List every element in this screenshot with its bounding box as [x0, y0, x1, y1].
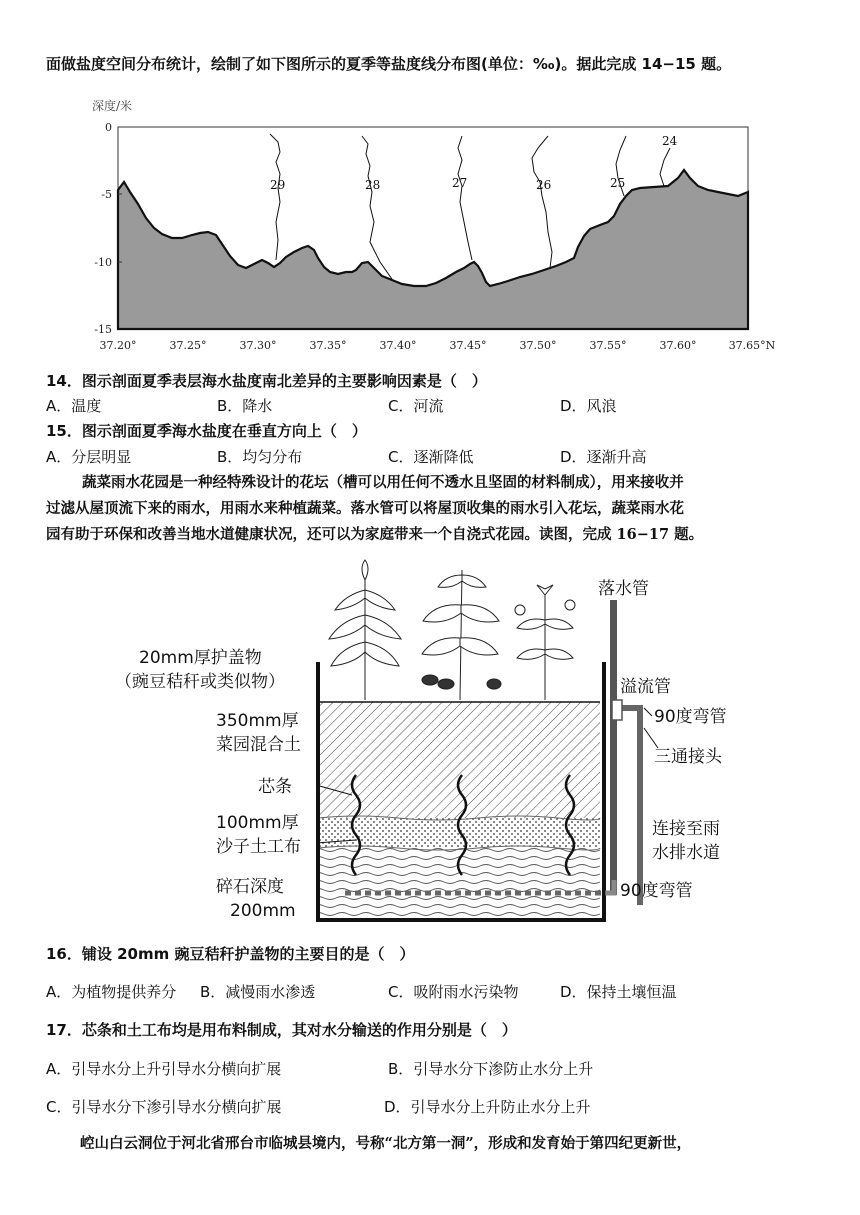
label-downpipe: 落水管 — [598, 579, 649, 599]
q14-option-a: A．温度 — [46, 397, 102, 415]
y-axis-label: 深度/米 — [92, 99, 133, 113]
y-tick-15: -15 — [94, 323, 112, 336]
intro-text-2-line-2: 过滤从屋顶流下来的雨水，用雨水来种植蔬菜。落水管可以将屋顶收集的雨水引入花坛，蔬菜雨水花 — [46, 500, 684, 517]
q16-option-c: C．吸附雨水污染物 — [388, 983, 519, 1001]
label-soil-1: 350mm厚 — [216, 711, 299, 731]
q17-option-c: C．引导水分下渗引导水分横向扩展 — [46, 1098, 282, 1116]
isoline-label-25: 25 — [610, 176, 626, 190]
q17-option-b: B．引导水分下渗防止水分上升 — [388, 1060, 594, 1078]
label-gravel-2: 200mm — [230, 901, 296, 921]
q15-option-c: C．逐渐降低 — [388, 448, 474, 466]
isoline-label-24: 24 — [662, 134, 678, 148]
intro-text-1: 面做盐度空间分布统计，绘制了如下图所示的夏季等盐度线分布图(单位：‰)。据此完成 14−15 题。 — [46, 55, 732, 73]
plant-left — [329, 560, 401, 700]
x-tick-8: 37.60° — [659, 339, 697, 352]
y-tick-5: -5 — [101, 188, 112, 201]
x-tick-6: 37.50° — [519, 339, 557, 352]
isoline-label-27: 27 — [452, 176, 468, 190]
salinity-chart — [80, 92, 800, 362]
label-sand-2: 沙子土工布 — [216, 837, 301, 857]
tee-joint — [612, 700, 622, 720]
isoline-label-29: 29 — [270, 178, 286, 192]
plant-middle — [422, 570, 501, 700]
intro-text-3: 崆山白云洞位于河北省邢台市临城县境内，号称“北方第一洞”，形成和发育始于第四纪更新世， — [80, 1135, 692, 1152]
q14-option-c: C．河流 — [388, 397, 444, 415]
q16-option-a: A．为植物提供养分 — [46, 983, 177, 1001]
q17-option-d: D．引导水分上升防止水分上升 — [384, 1098, 591, 1116]
x-tick-5: 37.45° — [449, 339, 487, 352]
label-sand-1: 100mm厚 — [216, 813, 299, 833]
label-soil-2: 菜园混合土 — [216, 735, 301, 755]
y-tick-0: 0 — [105, 121, 112, 134]
q14-stem: 14．图示剖面夏季表层海水盐度南北差异的主要影响因素是（ ） — [46, 372, 487, 390]
label-tee: 三通接头 — [654, 747, 722, 767]
label-drain-1: 连接至雨 — [652, 819, 720, 839]
x-tick-0: 37.20° — [99, 339, 137, 352]
label-elbow-bottom: 90度弯管 — [620, 881, 693, 901]
label-mulch-2: （豌豆秸秆或类似物） — [115, 672, 285, 692]
q15-option-d: D．逐渐升高 — [560, 448, 647, 466]
rain-garden-diagram — [0, 550, 860, 930]
plant-right — [515, 585, 575, 700]
label-wick: 芯条 — [258, 777, 292, 797]
label-elbow-top: 90度弯管 — [654, 707, 727, 727]
isoline-label-26: 26 — [536, 178, 552, 192]
y-tick-10: -10 — [94, 256, 112, 269]
q15-stem: 15．图示剖面夏季海水盐度在垂直方向上（ ） — [46, 422, 367, 440]
overflow-pipe-vertical — [637, 705, 643, 905]
q16-option-d: D．保持土壤恒温 — [560, 983, 677, 1001]
label-mulch-1: 20mm厚护盖物 — [139, 648, 262, 668]
x-tick-2: 37.30° — [239, 339, 277, 352]
q14-option-d: D．风浪 — [560, 397, 617, 415]
downpipe — [610, 600, 617, 895]
isoline-label-28: 28 — [365, 178, 381, 192]
q16-option-b: B．减慢雨水渗透 — [200, 983, 316, 1001]
q17-option-a: A．引导水分上升引导水分横向扩展 — [46, 1060, 282, 1078]
label-gravel-1: 碎石深度 — [216, 877, 284, 897]
x-tick-7: 37.55° — [589, 339, 627, 352]
intro-text-2-line-1: 蔬菜雨水花园是一种经特殊设计的花坛（槽可以用任何不透水且坚固的材料制成），用来接收并 — [82, 474, 684, 491]
q15-option-b: B．均匀分布 — [217, 448, 303, 466]
q14-option-b: B．降水 — [217, 397, 273, 415]
label-drain-2: 水排水道 — [652, 843, 720, 863]
x-tick-4: 37.40° — [379, 339, 417, 352]
q16-stem: 16．铺设 20mm 豌豆秸秆护盖物的主要目的是（ ） — [46, 945, 415, 963]
x-tick-1: 37.25° — [169, 339, 207, 352]
x-tick-9: 37.65°N — [728, 339, 776, 352]
intro-text-2-line-3: 园有助于环保和改善当地水道健康状况，还可以为家庭带来一个自浇式花园。读图，完成 16−17 题。 — [46, 526, 704, 543]
q15-option-a: A．分层明显 — [46, 448, 132, 466]
x-tick-3: 37.35° — [309, 339, 347, 352]
q17-stem: 17．芯条和土工布均是用布料制成，其对水分输送的作用分别是（ ） — [46, 1021, 517, 1039]
label-overflow: 溢流管 — [620, 677, 671, 697]
